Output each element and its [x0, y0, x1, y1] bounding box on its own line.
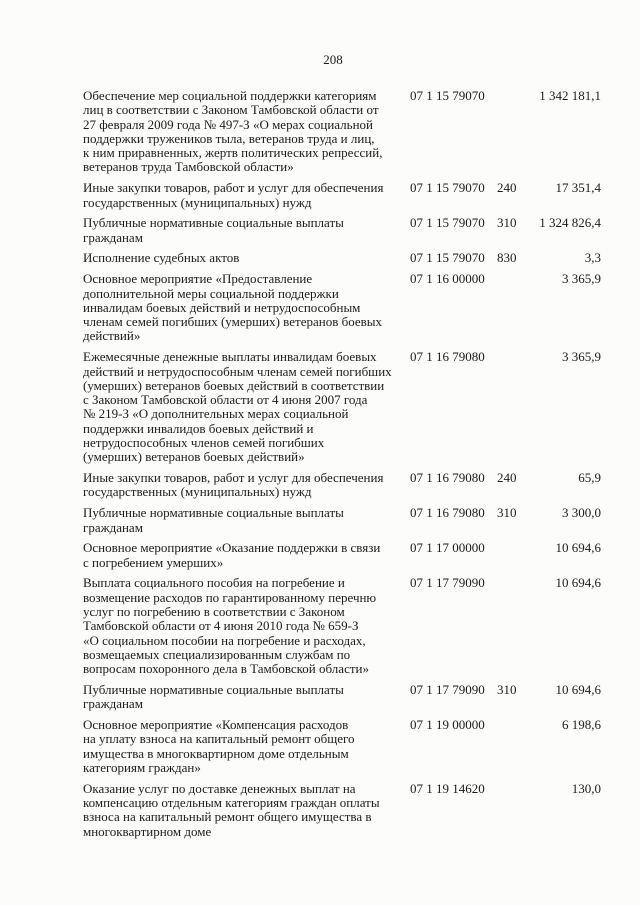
description-line: Основное мероприятие «Компенсация расходов [83, 717, 349, 733]
description-line: категориям граждан» [83, 759, 201, 775]
row-description [83, 251, 401, 265]
amount: 10 694,6 [555, 575, 601, 591]
budget-code: 07 1 17 00000 [410, 540, 485, 556]
table-row [0, 718, 640, 775]
budget-code: 07 1 19 00000 [410, 717, 485, 733]
description-line: Основное мероприятие «Предоставление [83, 271, 313, 287]
amount: 3 365,9 [562, 349, 601, 365]
amount: 130,0 [571, 780, 601, 796]
description-line: Иные закупки товаров, работ и услуг для обеспечения [83, 470, 384, 486]
amount: 10 694,6 [555, 681, 601, 697]
table-row [0, 350, 640, 464]
row-description [83, 471, 401, 500]
description-line: Тамбовской области от 4 июня 2010 года № 659-З [83, 618, 359, 634]
description-line: Основное мероприятие «Оказание поддержки в связи [83, 540, 381, 556]
table-row [0, 216, 640, 245]
budget-code: 07 1 15 79070 [410, 215, 485, 231]
amount: 65,9 [578, 470, 601, 486]
budget-code: 07 1 16 79080 [410, 505, 485, 521]
row-description [83, 181, 401, 210]
table-row [0, 683, 640, 712]
table-row [0, 181, 640, 210]
expense-type-code: 240 [497, 470, 517, 486]
description-line: государственных (муниципальных) нужд [83, 484, 312, 500]
expense-type-code: 310 [497, 505, 517, 521]
amount: 3 300,0 [562, 505, 601, 521]
budget-code: 07 1 17 79090 [410, 681, 485, 697]
description-line: инвалидам боевых действий и нетрудоспособным [83, 299, 361, 315]
table-row [0, 89, 640, 175]
row-description [83, 89, 401, 175]
amount: 3 365,9 [562, 271, 601, 287]
table-row [0, 782, 640, 839]
description-line: Обеспечение мер социальной поддержки категориям [83, 88, 377, 103]
budget-code: 07 1 15 79070 [410, 88, 485, 103]
budget-code: 07 1 16 79080 [410, 470, 485, 486]
amount: 3,3 [584, 250, 601, 266]
description-line: вопросам похоронного дела в Тамбовской области» [83, 661, 369, 677]
description-line: членам семей погибших (умерших) ветеранов боевых [83, 314, 382, 330]
description-line: Выплата социального пособия на погребение и [83, 575, 345, 591]
description-line: взноса на капитальный ремонт общего имущества в [83, 809, 372, 825]
description-line: ветеранов труда Тамбовской области» [83, 159, 294, 175]
description-line: лиц в соответствии с Законом Тамбовской области от [83, 102, 379, 118]
description-line: действий» [83, 328, 141, 344]
amount: 6 198,6 [562, 717, 601, 733]
description-line: поддержки инвалидов боевых действий и [83, 420, 314, 436]
description-line: гражданам [83, 519, 143, 535]
description-line: возмещение расходов по гарантированному перечню [83, 589, 377, 605]
amount: 1 324 826,4 [539, 215, 601, 231]
description-line: Исполнение судебных актов [83, 250, 240, 266]
description-line: Публичные нормативные социальные выплаты [83, 215, 344, 231]
description-line: возмещаемых специализированным службам по [83, 646, 351, 662]
row-description [83, 506, 401, 535]
expense-type-code: 310 [497, 681, 517, 697]
description-line: (умерших) ветеранов боевых действий» [83, 449, 305, 465]
description-line: 27 февраля 2009 года № 497-З «О мерах социальной [83, 116, 373, 132]
description-line: Публичные нормативные социальные выплаты [83, 681, 344, 697]
description-line: многоквартирном доме [83, 823, 212, 839]
description-line: Иные закупки товаров, работ и услуг для обеспечения [83, 180, 384, 196]
description-line: Оказание услуг по доставке денежных выплат на [83, 780, 356, 796]
amount: 10 694,6 [555, 540, 601, 556]
table-row [0, 506, 640, 535]
description-line: (умерших) ветеранов боевых действий в соответствии [83, 377, 385, 393]
row-description [83, 216, 401, 245]
table-row [0, 541, 640, 570]
description-line: «О социальном пособии на погребение и расходах, [83, 632, 366, 648]
budget-table [0, 89, 640, 845]
description-line: Публичные нормативные социальные выплаты [83, 505, 344, 521]
description-line: имущества в многоквартирном доме отдельным [83, 745, 349, 761]
description-line: гражданам [83, 229, 143, 245]
description-line: услуг по погребению в соответствии с Законом [83, 604, 345, 619]
description-line: гражданам [83, 696, 143, 712]
description-line: нетрудоспособных членов семей погибших [83, 435, 325, 451]
row-description [83, 782, 401, 839]
amount: 17 351,4 [555, 180, 601, 196]
table-row [0, 576, 640, 676]
budget-code: 07 1 17 79090 [410, 575, 485, 591]
expense-type-code: 830 [497, 250, 517, 266]
row-description [83, 576, 401, 676]
description-line: поддержки тружеников тыла, ветеранов труда и лиц, [83, 130, 375, 146]
row-description [83, 350, 401, 464]
description-line: с погребением умерших» [83, 554, 224, 570]
page-number: 208 [323, 52, 343, 67]
budget-code: 07 1 15 79070 [410, 250, 485, 266]
description-line: дополнительной меры социальной поддержки [83, 285, 339, 301]
table-row [0, 272, 640, 343]
table-row [0, 251, 640, 265]
row-description [83, 541, 401, 570]
description-line: действий и нетрудоспособным членам семей погибших [83, 363, 392, 379]
table-row [0, 471, 640, 500]
budget-code: 07 1 19 14620 [410, 780, 485, 796]
amount: 1 342 181,1 [539, 88, 601, 103]
row-description [83, 683, 401, 712]
description-line: № 219-З «О дополнительных мерах социальной [83, 406, 349, 422]
expense-type-code: 240 [497, 180, 517, 196]
row-description [83, 718, 401, 775]
budget-code: 07 1 16 00000 [410, 271, 485, 287]
expense-type-code: 310 [497, 215, 517, 231]
description-line: государственных (муниципальных) нужд [83, 194, 312, 210]
description-line: Ежемесячные денежные выплаты инвалидам боевых [83, 349, 377, 365]
description-line: на уплату взноса на капитальный ремонт общего [83, 731, 355, 747]
description-line: к ним приравненных, жертв политических репрессий, [83, 145, 383, 161]
budget-code: 07 1 16 79080 [410, 349, 485, 365]
description-line: с Законом Тамбовской области от 4 июня 2007 года [83, 392, 368, 408]
budget-code: 07 1 15 79070 [410, 180, 485, 196]
description-line: компенсацию отдельным категориям граждан оплаты [83, 795, 380, 811]
row-description [83, 272, 401, 343]
